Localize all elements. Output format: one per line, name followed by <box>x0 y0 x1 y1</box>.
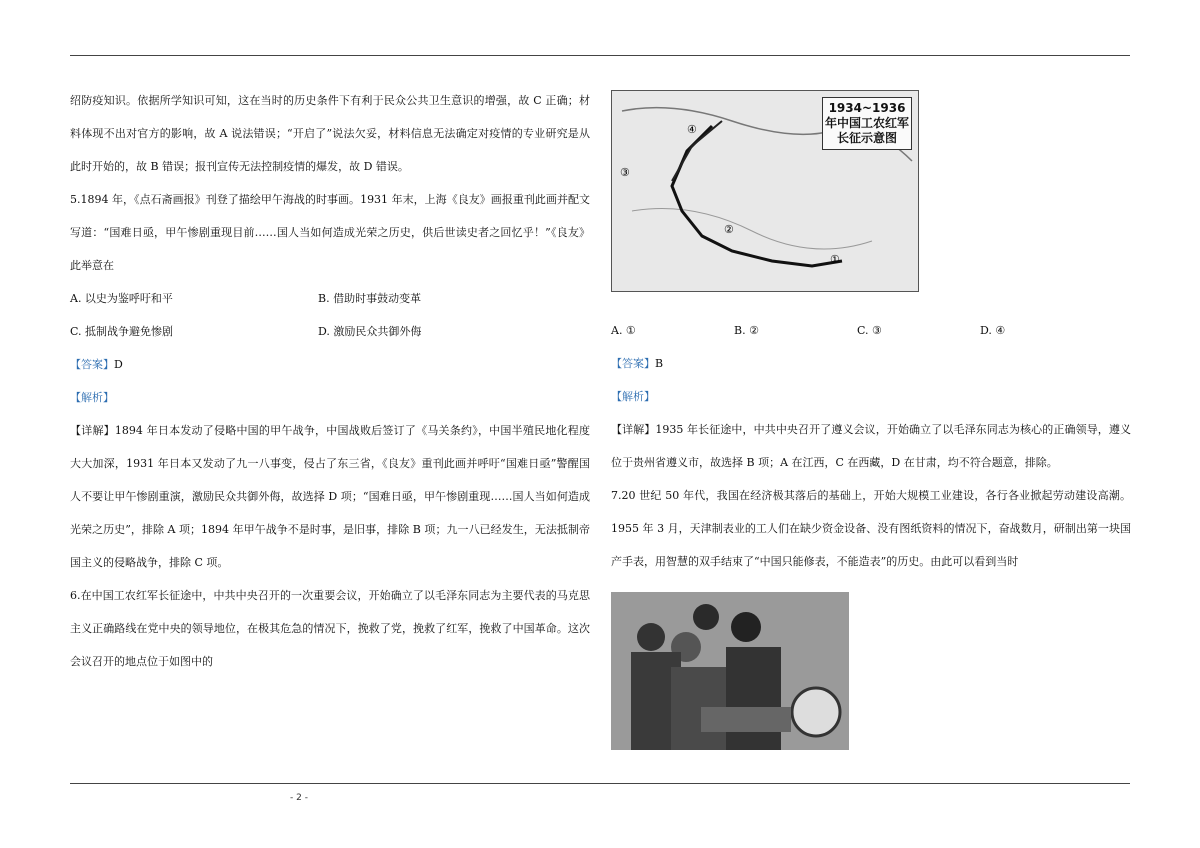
answer-label: 【答案】 <box>611 357 655 370</box>
photo-illustration <box>611 592 849 750</box>
q5-answer <box>70 348 590 381</box>
detail-label: 【详解】 <box>611 423 656 436</box>
q6-option-d: D. ④ <box>980 324 1006 337</box>
answer-label: 【答案】 <box>70 358 114 371</box>
right-column <box>611 90 1131 750</box>
marker-2: ② <box>724 223 734 236</box>
q5-answer-value: D <box>114 358 123 371</box>
question-7: 7.20 世纪 50 年代，我国在经济极其落后的基础上，开始大规模工业建设，各行各业掀起劳动建设高潮。1955 年 3 月，天津制表业的工人们在缺少资金设备、没有图纸资料的情况下，奋战数月，研制出第一块国产手表，用智慧的双手结束了“中国只能修表，不能造表”的历史。由此可以看到当时 <box>611 489 1131 568</box>
q6-options <box>611 314 1131 347</box>
q6-option-c: C. ③ <box>857 324 882 337</box>
q5-option-d: D. 激励民众共御外侮 <box>318 325 422 338</box>
q6-option-b: B. ② <box>734 324 759 337</box>
q5-option-c: C. 抵制战争避免惨剧 <box>70 325 174 338</box>
left-column <box>70 84 590 678</box>
marker-3: ③ <box>620 166 630 179</box>
q5-options-row1 <box>70 282 590 315</box>
q6-detail-text: 1935 年长征途中，中共中央召开了遵义会议，开始确立了以毛泽东同志为核心的正确领导，遵义位于贵州省遵义市，故选择 B 项；A 在江西，C 在西藏，D 在甘肃，均不符合题意，排除。 <box>611 423 1132 469</box>
q6-answer <box>611 347 1131 380</box>
q5-analysis-label: 【解析】 <box>70 391 114 404</box>
marker-1: ① <box>830 253 840 266</box>
q5-detail-text: 1894 年日本发动了侵略中国的甲午战争，中国战败后签订了《马关条约》，中国半殖民地化程度大大加深，1931 年日本又发动了九一八事变，侵占了东三省，《良友》重刊此画并呼吁“国难日亟”警醒国人不要让甲午惨剧重演，激励民众共御外侮，故选择 D 项；“国难日亟，甲午惨剧重现……国人当如何造成光荣之历史”，排除 A 项；1894 年甲午战争不是时事，是旧事，排除 B 项；九一八已经发生，无法抵制帝国主义的侵略战争，排除 C 项。 <box>70 424 591 569</box>
q5-option-b: B. 借助时事鼓动变革 <box>318 292 422 305</box>
long-march-map <box>611 90 919 292</box>
page-number: - 2 - <box>290 793 308 803</box>
marker-4: ④ <box>687 123 697 136</box>
watchmakers-photo <box>611 592 849 750</box>
q5-option-a: A. 以史为鉴呼吁和平 <box>70 292 173 305</box>
question-5: 5.1894 年，《点石斋画报》刊登了描绘甲午海战的时事画。1931 年末，上海《良友》画报重刊此画并配文写道：“国难日亟，甲午惨剧重现目前……国人当如何造成光荣之历史，供后世读史者之回忆乎！”《良友》此举意在 <box>70 193 590 272</box>
q6-option-a: A. ① <box>611 324 636 337</box>
detail-label: 【详解】 <box>70 424 115 437</box>
q5-options-row2 <box>70 315 590 348</box>
q6-answer-value: B <box>655 357 664 370</box>
q6-analysis-label: 【解析】 <box>611 390 655 403</box>
paragraph-q4-explanation: 绍防疫知识。依据所学知识可知，这在当时的历史条件下有利于民众公共卫生意识的增强，故 C 正确；材料体现不出对官方的影响，故 A 说法错误；“开启了”说法欠妥，材料信息无法确定对疫情的专业研究是从此时开始的，故 B 错误；报刊宣传无法控制疫情的爆发，故 D 错误。 <box>70 94 590 173</box>
footer-rule <box>70 783 1130 784</box>
q6-detail <box>611 413 1131 479</box>
question-6: 6.在中国工农红军长征途中，中共中央召开的一次重要会议，开始确立了以毛泽东同志为主要代表的马克思主义正确路线在党中央的领导地位，在极其危急的情况下，挽救了党，挽救了红军，挽救了中国革命。这次会议召开的地点位于如图中的 <box>70 589 590 668</box>
map-title: 1934~1936年中国工农红军长征示意图 <box>822 97 912 150</box>
q5-detail <box>70 414 590 579</box>
header-rule <box>70 55 1130 56</box>
